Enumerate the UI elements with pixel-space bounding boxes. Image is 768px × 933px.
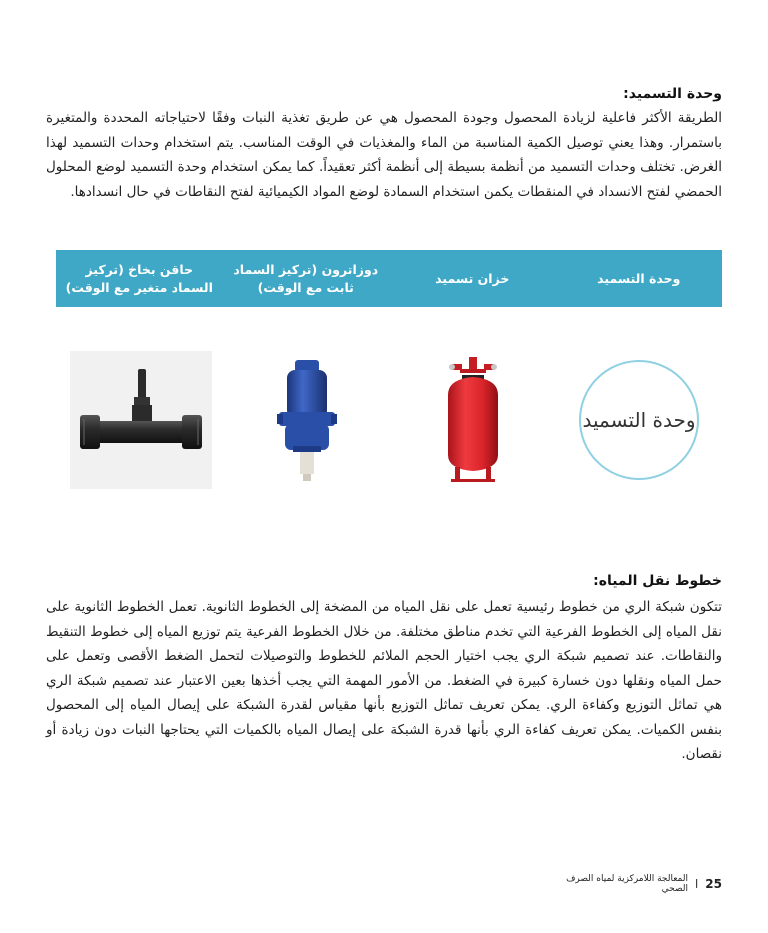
equipment-table-header [56,250,722,307]
dosatron-cell [224,330,390,510]
fertigation-paragraph: الطريقة الأكثر فاعلية لزيادة المحصول وجودة المحصول هي عن طريق تغذية النبات وفقًا لاحتياجاته المحددة والمتغيرة باستمرار. وهذا يعني توصيل الكمية المناسبة من الماء والمغذيات في الوقت المناسب. يتم استخدام وحدات التسميد لهذا الغرض. تختلف وحدات التسميد من أنظمة بسيطة إلى أنظمة أكثر تعقيداً. كما يمكن استخدام وحدة التسميد لوضع المحلول الحمضي لفتح الانسداد في المنقطات يكمن استخدام السمادة لوضع المواد الكيميائية لفتح النقاطات في حال انسدادها. [46,110,722,200]
header-venturi-injector: حاقن بخاخ (تركيز السماد متغير مع الوقت) [65,261,213,295]
tank-cell [390,330,556,510]
fertigation-title: وحدة التسميد: [623,86,722,102]
venturi-injector-image [76,365,206,475]
venturi-cell [58,330,224,510]
fertigation-unit-circle [579,360,699,480]
header-fertigation-unit: وحدة التسميد [597,270,681,286]
circle-cell [556,330,722,510]
header-dosatron: دوزاترون (تركيز السماد ثابت مع الوقت) [233,261,379,295]
dosatron-image [277,358,337,483]
venturi-image-frame [70,351,212,489]
footer-book-title: المعالجة اللامركزية لمياه الصرف الصحي [566,874,688,894]
water-lines-paragraph: تتكون شبكة الري من خطوط رئيسية تعمل على نقل المياه من المضخة إلى الخطوط الثانوية. تعمل الخطوط الثانوية على نقل المياه إلى الخطوط الفرعية التي تخدم مناطق مختلفة. من خلال الخطوط الفرعية يتم توزيع المياه إلى خطوط التنقيط والنقاطات. عند تصميم شبكة الري يجب اختيار الحجم الملائم للخطوط والتوصيلات لتحمل الضغط الأقصى وتعمل على حمل المياه ونقلها دون خسارة كبيرة في الضغط. من الأمور المهمة التي يجب أخذها بعين الاعتبار عند تصميم شبكة الري هي تماثل التوزيع وكفاءة الري. يمكن تعريف تماثل التوزيع بأنها مقياس لقدرة الشبكة على إيصال المياه إلى المحصول بنفس الكميات. يمكن تعريف كفاءة الري بأنها قدرة الشبكة على إيصال المياه بالكميات التي يحتاجها النبات دون زيادة أو نقصان. [46,599,722,762]
fertilizer-tank-image [438,355,508,485]
circle-label: وحدة التسميد [582,408,696,432]
footer-separator: | [695,879,699,889]
page-footer [540,874,722,894]
water-lines-title: خطوط نقل المياه: [593,573,722,589]
header-fertilizer-tank: خزان تسميد [435,270,510,286]
page-number: 25 [705,877,722,891]
